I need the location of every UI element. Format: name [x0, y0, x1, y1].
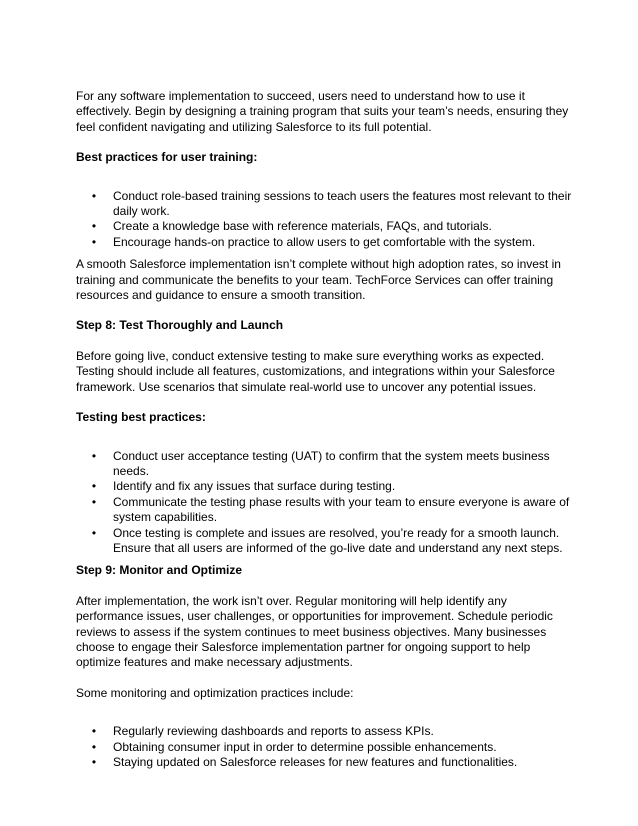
- list-item-text: Identify and fix any issues that surface during testing.: [113, 479, 396, 494]
- list-item-text: Create a knowledge base with reference materials, FAQs, and tutorials.: [113, 219, 492, 234]
- list-item: [76, 189, 572, 220]
- list-item-text: Obtaining consumer input in order to determine possible enhancements.: [113, 739, 497, 754]
- bullet-icon: •: [91, 219, 97, 234]
- bullet-icon: •: [91, 234, 97, 249]
- list-item: [76, 495, 572, 526]
- list-item: [76, 449, 572, 480]
- list-item: [76, 724, 572, 739]
- adoption-paragraph: A smooth Salesforce implementation isn’t complete without high adoption rates, so invest in training and communicate the benefits to your team. TechForce Services can offer training resources and guidance to ensure a smooth transition.: [76, 257, 561, 303]
- bullet-icon: •: [91, 188, 97, 203]
- list-item-text: Staying updated on Salesforce releases for new features and functionalities.: [113, 755, 518, 769]
- document-page: [76, 89, 572, 777]
- step8-paragraph: Before going live, conduct extensive testing to make sure everything works as expected. Testing should include all features, customizations, and integrations within your Salesforce framework. Use scenarios that simulate real-world use to uncover any potential issues.: [76, 348, 555, 394]
- list-item: [76, 235, 572, 250]
- list-item: [76, 526, 572, 557]
- bullet-icon: •: [91, 724, 97, 739]
- monitoring-intro: Some monitoring and optimization practices include:: [76, 685, 354, 700]
- list-item-text: Conduct role-based training sessions to teach users the features most relevant to their daily work.: [113, 188, 572, 219]
- bullet-icon: •: [91, 739, 97, 754]
- list-item-text: Once testing is complete and issues are resolved, you’re ready for a smooth launch. Ensure that all users are informed of the go-live date and understand any next steps.: [113, 525, 563, 555]
- list-item: [76, 219, 572, 234]
- step8-heading: Step 8: Test Thoroughly and Launch: [76, 318, 284, 333]
- bullet-icon: •: [91, 479, 97, 494]
- bullet-icon: •: [91, 494, 97, 509]
- bullet-icon: •: [91, 448, 97, 463]
- list-item-text: Regularly reviewing dashboards and reports to assess KPIs.: [113, 724, 434, 739]
- testing-heading: Testing best practices:: [76, 410, 206, 425]
- list-item-text: Conduct user acceptance testing (UAT) to confirm that the system meets business needs.: [113, 448, 550, 478]
- list-item-text: Encourage hands-on practice to allow users to get comfortable with the system.: [113, 234, 536, 249]
- monitoring-list: [76, 724, 572, 770]
- bullet-icon: •: [91, 525, 97, 540]
- testing-list: [76, 449, 572, 557]
- training-list: [76, 189, 572, 251]
- training-heading: Best practices for user training:: [76, 150, 258, 165]
- list-item: [76, 479, 572, 494]
- bullet-icon: •: [91, 755, 97, 769]
- step9-paragraph: After implementation, the work isn’t over. Regular monitoring will help identify any performance issues, user challenges, or opportunities for improvement. Schedule periodic reviews to assess if the system continues to meet business objectives. Many businesses choose to engage their Salesforce implementation partner for ongoing support to help optimize features and make necessary adjustments.: [76, 593, 553, 670]
- list-item: [76, 755, 572, 770]
- step9-heading: Step 9: Monitor and Optimize: [76, 563, 243, 578]
- intro-paragraph: For any software implementation to succeed, users need to understand how to use it effectively. Begin by designing a training program that suits your team’s needs, ensuring they feel confident navigating and utilizing Salesforce to its full potential.: [76, 89, 569, 134]
- list-item-text: Communicate the testing phase results with your team to ensure everyone is aware of system capabilities.: [113, 494, 570, 525]
- list-item: [76, 740, 572, 755]
